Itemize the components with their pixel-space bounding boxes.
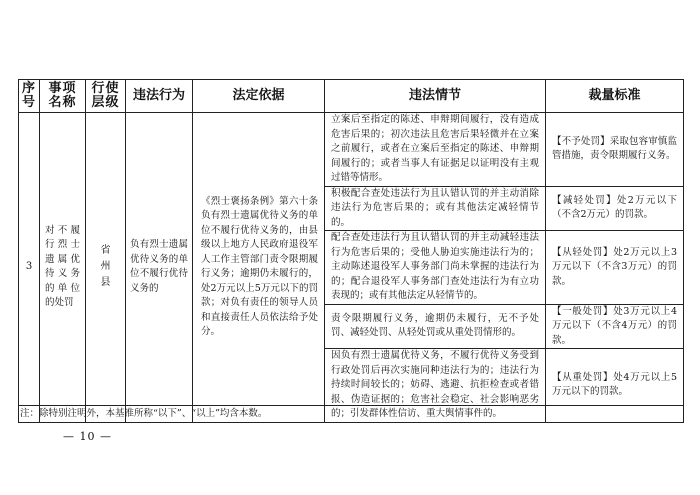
header-seq: 序号 bbox=[19, 80, 40, 113]
penalty-standard-table bbox=[18, 79, 684, 423]
standard-no-penalty: 【不予处罚】采取包容审慎监管措施，责令限期履行义务。 bbox=[546, 113, 684, 187]
row-level: 省州县 bbox=[86, 113, 126, 423]
row-act: 负有烈士遗属优待义务的单位不履行优待义务的 bbox=[126, 113, 193, 423]
header-item: 事项名称 bbox=[40, 80, 86, 113]
table-row bbox=[19, 113, 684, 187]
standard-lenient: 【从轻处罚】处2万元以上3万元以下（不含3万元）的罚款。 bbox=[546, 231, 684, 305]
circumstance-general: 责令限期履行义务，逾期仍未履行，无不予处罚、减轻处罚、从轻处罚或从重处罚情形的。 bbox=[325, 304, 546, 349]
circumstance-aggravated: 因负有烈士遗属优待义务，不履行优待义务受到行政处罚后再次实施同种违法行为的；违法行为持续时间较长的；妨碍、逃避、抗拒检查或者错报、伪造证据的；危害社会稳定、社会影响恶劣的；引发群体性信访、重大舆情事件的。 bbox=[325, 349, 546, 423]
standard-general: 【一般处罚】处3万元以上4万元以下（不含4万元）的罚款。 bbox=[546, 304, 684, 349]
footnote: 注：除特别注明外，本基准所称“以下”、“以上”均含本数。 bbox=[18, 405, 683, 419]
circumstance-lenient: 配合查处违法行为且认错认罚的并主动减轻违法行为危害后果的；受他人胁迫实施违法行为的；主动陈述退役军人事务部门尚未掌握的违法行为的；配合退役军人事务部门查处违法行为有立功表现的；或有其他法定从轻情节的。 bbox=[325, 231, 546, 305]
standard-aggravated: 【从重处罚】处4万元以上5万元以下的罚款。 bbox=[546, 349, 684, 423]
standard-mitigated: 【减轻处罚】处2万元以下（不含2万元）的罚款。 bbox=[546, 186, 684, 231]
row-basis: 《烈士褒扬条例》第六十条 负有烈士遗属优待义务的单位不履行优待义务的，由县级以上地方人民政府退役军人工作主管部门责令限期履行义务；逾期仍未履行的，处2万元以上5万元以下的罚款；对负有责任的领导人员和直接责任人员依法给予处分。 bbox=[193, 113, 325, 423]
header-act: 违法行为 bbox=[126, 80, 193, 113]
circumstance-mitigated: 积极配合查处违法行为且认错认罚的并主动消除违法行为危害后果的；或有其他法定减轻情节的。 bbox=[325, 186, 546, 231]
header-row bbox=[19, 80, 684, 113]
header-level: 行使层级 bbox=[86, 80, 126, 113]
header-basis: 法定依据 bbox=[193, 80, 325, 113]
header-circ: 违法情节 bbox=[325, 80, 546, 113]
page-number: — 10 — bbox=[63, 430, 112, 443]
header-std: 裁量标准 bbox=[546, 80, 684, 113]
row-seq: 3 bbox=[19, 113, 40, 423]
row-item-name: 对不履行烈士遗属优待义务的单位的处罚 bbox=[40, 113, 86, 423]
circumstance-no-penalty: 立案后至指定的陈述、申辩期间履行，没有造成危害后果的；初次违法且危害后果轻微并在立案之前履行，或者在立案后至指定的陈述、申辩期间履行的；或者当事人有证据足以证明没有主观过错等情形。 bbox=[325, 113, 546, 187]
